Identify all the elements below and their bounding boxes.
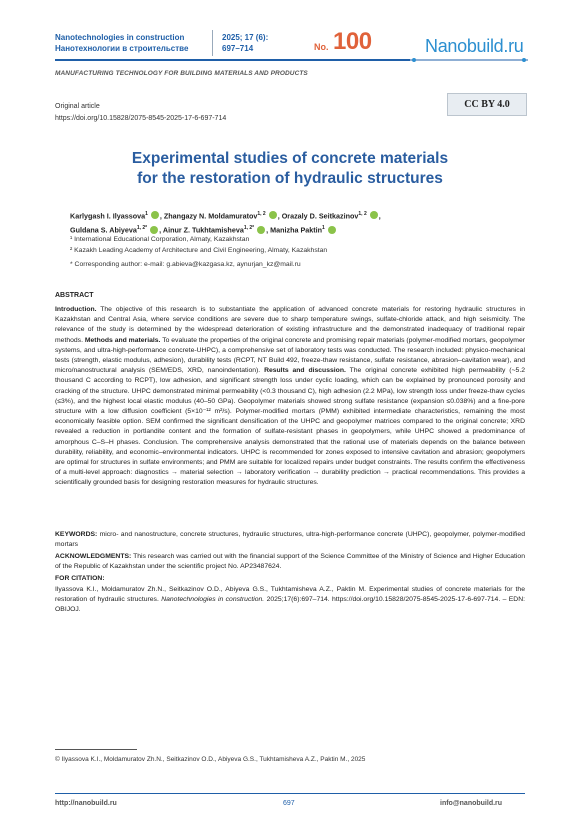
issue-label: No. (314, 42, 329, 52)
license-badge[interactable]: CC BY 4.0 (447, 93, 527, 116)
journal-name (55, 32, 188, 54)
author-name: Karlygash I. Ilyassova (70, 211, 146, 221)
author-affil: 1, 2* (136, 225, 148, 232)
doi-link[interactable]: https://doi.org/10.15828/2075-8545-2025-17-6-697-714 (55, 115, 227, 122)
results-text: The original concrete exhibited high permeability (~5.2 thousand C according to RCPT), low adhesion, and significant strength loss under cyclic loading, which can be explained by pronounced porosity and cracking of the structure. UHPC demonstrated minimal permeability (<0.3 thousand C), high adhesion (2.2 MPa), low strength loss under freeze-thaw cycles (≤3%), and the highest local elastic modulus (40–50 GPa). Geopolymer materials showed strong sulfate resistance (expansion ≤0.038%) and a fine-pore structure with a low diffusion coefficient (5×10⁻¹² m²/s). Polymer-modified mortars (PMM) exhibited intermediate characteristics, remaining the most economically feasible option. SEM confirmed the significant densification of the UHPC and geopolymer matrices compared to the original concrete; XRD revealed a reduction in portlandite content and the formation of sulfate-resistant phases in geopolymers, while UHPC showed a predominance of amorphous C–S–H phases. Conclusion. The comprehensive analysis demonstrated that the rational use of materials depends on the balance between durability, reliability, and economic–environmental indicators. UHPC is recommended for zones exposed to intensive cavitation and abrasion; geopolymers are optimal for structures in sulfate environments; and PMM are suitable for localized repairs under budget constraints. The results confirm the effectiveness of a multi-level approach: diagnostics → material selection → laboratory verification → durability prediction → practical recommendations. This provides a scientifically grounded basis for designing restoration measures for hydraulic structures. (55, 367, 525, 487)
title-line-2: for the restoration of hydraulic structures (137, 170, 443, 187)
intro-text: The objective of this research is to substantiate the application of advanced concrete materials for restoring hydraulic structures in Kazakhstan and Central Asia, where service conditions are severe due to sharp temperature swings, sulfate-chloride attack, and high seismicity. The relevance of the study is determined by the widespread deterioration of existing infrastructure and the demonstrated inadequacy of traditional repair methods. (55, 306, 525, 344)
author-affil: 1, 2 (257, 211, 266, 217)
copyright-footnote: © Ilyassova K.I., Moldamuratov Zh.N., Seitkazinov O.D., Abiyeva G.S., Tukhtamisheva A.Z., Paktin M., 2025 (55, 756, 366, 763)
section-heading: MANUFACTURING TECHNOLOGY FOR BUILDING MATERIALS AND PRODUCTS (55, 70, 308, 77)
author-name: Zhangazy N. Moldamuratov (163, 211, 258, 221)
author-affil: 1 (145, 211, 148, 217)
orcid-icon[interactable] (151, 211, 159, 219)
author-name: Manizha Paktin (270, 225, 323, 235)
article-type: Original article (55, 103, 100, 110)
author-affil: 1, 2 (358, 211, 367, 217)
orcid-icon[interactable] (257, 226, 265, 234)
journal-name-ru: Нанотехнологии в строительстве (55, 44, 189, 53)
header-divider (212, 30, 213, 56)
author-name: Ainur Z. Tukhtamisheva (162, 225, 244, 235)
page-number: 697 (283, 800, 295, 807)
volume-issue: 2025; 17 (6): (222, 33, 269, 42)
citation-main: Ilyassova K.I., Moldamuratov Zh.N., Seitkazinov O.D., Abiyeva G.S., Tukhtamisheva A.Z., Paktin M. Experimental studies of concrete materials for the restoration of hydraulic structures. (55, 586, 525, 604)
citation-label: FOR CITATION: (55, 575, 105, 582)
acknowledgments-label: ACKNOWLEDGMENTS: (55, 553, 132, 560)
author-name: Guldana S. Abiyeva (70, 225, 137, 235)
issue-number: 100 (333, 28, 372, 55)
journal-name-en: Nanotechnologies in construction (55, 33, 185, 42)
nanobuild-logo[interactable]: Nanobuild.ru (425, 36, 524, 56)
corresponding-author: * Corresponding author: e-mail: g.abieva@kazgasa.kz, aynurjan_kz@mail.ru (70, 261, 301, 268)
author-list: Karlygash I. Ilyassova$^1$ , Zhangazy N. Moldamuratov$^{1, 2}$ , Orazaly D. Seitkazinov$^{1, 2}$ , Guldana S. Abiyeva$^{1, 2*}$ , Ainur Z. Tukhtamisheva$^{1, 2*}$ , Manizha Paktin$^1$ (70, 211, 381, 235)
footnote-rule (55, 749, 137, 750)
keywords-text: micro- and nanostructure, concrete structures, hydraulic structures, ultra-high-performance concrete (UHPC), geopolymer, polymer-modified mortars (55, 531, 525, 549)
intro-label: Introduction. (55, 306, 97, 313)
orcid-icon[interactable] (370, 211, 378, 219)
citation-text (55, 585, 525, 616)
keywords-label: KEYWORDS: (55, 531, 98, 538)
affiliation-1: ¹ International Educational Corporation, Almaty, Kazakhstan (70, 236, 250, 243)
page-range: 697–714 (222, 44, 254, 53)
abstract-heading: ABSTRACT (55, 292, 94, 299)
methods-text: To evaluate the properties of the original concrete and promising repair materials (polymer-modified mortars, geopolymer systems, and ultra-high-performance concrete-UHPC), a comprehensive set of laboratory tests was conducted. The research included: physico-mechanical tests (strength, elastic modulus, adhesion), durability tests (RCPT, NT Build 492, freeze-thaw resistance, sulfate resistance, abrasion–cavitation wear), and micro/nanostructural analysis (SEM/EDS, XRD, nanoindentation). (55, 336, 525, 375)
orcid-icon[interactable] (150, 226, 158, 234)
volume-info (222, 32, 268, 54)
citation-journal: Nanotechnologies in construction. (161, 596, 265, 604)
orcid-icon[interactable] (328, 226, 336, 234)
footer-website-link[interactable]: http://nanobuild.ru (55, 800, 117, 807)
abstract-body (55, 305, 525, 489)
acknowledgments-text: This research was carried out with the financial support of the Science Committee of the Ministry of Science and Higher Education of the Republic of Kazakhstan under the scientific project No. AP23487624. (55, 553, 525, 571)
logo-dots-icon (410, 57, 528, 63)
acknowledgments (55, 552, 525, 572)
footer-email-link[interactable]: info@nanobuild.ru (440, 800, 503, 807)
keywords (55, 530, 525, 550)
orcid-icon[interactable] (269, 211, 277, 219)
title-line-1: Experimental studies of concrete materials (131, 150, 449, 167)
methods-label: Methods and materials. (84, 336, 161, 344)
results-label: Results and discussion. (264, 367, 346, 375)
author-name: Orazaly D. Seitkazinov (281, 211, 359, 221)
footer-rule (55, 793, 525, 794)
header-rule (55, 59, 410, 61)
author-affil: 1 (322, 225, 325, 232)
author-affil: 1, 2* (243, 225, 255, 232)
article-title (60, 149, 520, 189)
citation-tail: 2025;17(6):697–714. https://doi.org/10.15828/2075-8545-2025-17-6-697-714. – EDN: OBIJOJ. (55, 596, 525, 614)
affiliation-2: ² Kazakh Leading Academy of Architecture and Civil Engineering, Almaty, Kazakhstan (70, 247, 328, 254)
citation-heading (55, 574, 525, 584)
